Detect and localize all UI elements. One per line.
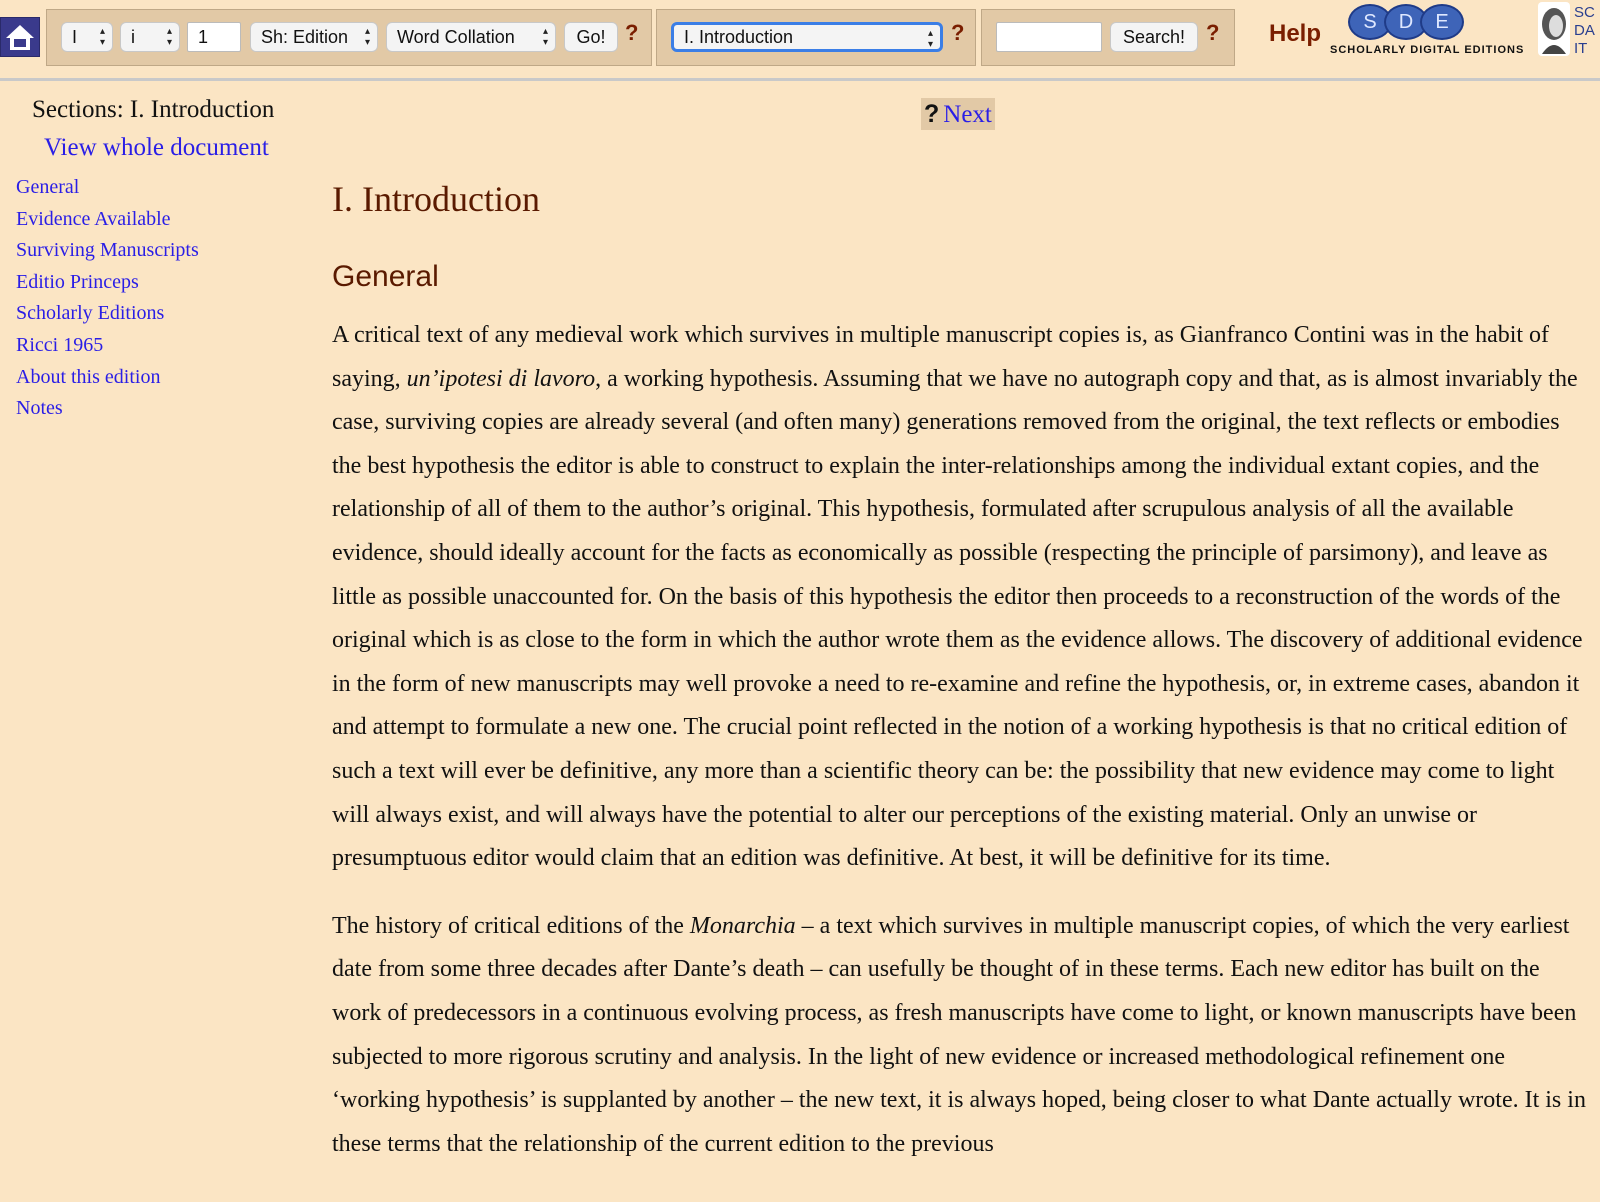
sidebar-nav (16, 172, 199, 425)
page-input[interactable]: 1 (187, 22, 241, 52)
go-button[interactable]: Go! (564, 22, 618, 52)
section-help-icon[interactable]: ? (951, 20, 965, 45)
search-help-icon[interactable]: ? (1206, 20, 1220, 45)
section-group (656, 9, 976, 66)
crest-text-line: DA (1574, 22, 1595, 39)
crest-text-line: SC (1574, 4, 1595, 21)
help-link[interactable]: Help (1269, 20, 1322, 47)
next-link[interactable]: Next (943, 101, 992, 128)
sde-letter: E (1420, 4, 1464, 40)
sidebar-item-editio-princeps[interactable]: Editio Princeps (16, 270, 139, 293)
search-button[interactable]: Search! (1110, 22, 1198, 52)
main-content (332, 166, 1592, 1166)
home-button[interactable] (0, 17, 40, 57)
view-whole-document-link[interactable]: View whole document (44, 134, 269, 161)
sidebar-item-general[interactable]: General (16, 176, 80, 198)
section-heading: General (332, 260, 439, 293)
mode-select[interactable]: Word Collation ▴ ▾ (386, 22, 556, 52)
paragraph-text: – a text which survives in multiple manuscript copies, of which the very earliest date from some three decades after Dante’s death – can usefully be thought of in these terms. Each new editor has built on the work of predecessors in a continuous evolving process, as fresh manuscripts have come to light, or known manuscripts have been subjected to more rigorous scrutiny and analysis. In the light of new evidence or increased methodological refinement one ‘working hypothesis’ is supplanted by another – the new text, it is always hoped, being closer to what Dante actually wrote. It is in these terms that the relationship of the current edition to the previous (332, 912, 1586, 1157)
crest-text-line: IT (1574, 40, 1588, 57)
navigation-group (46, 9, 652, 66)
sidebar-item-ricci-1965[interactable]: Ricci 1965 (16, 333, 104, 356)
sections-title: Sections: I. Introduction (32, 96, 275, 123)
paragraph-text: The history of critical editions of the (332, 912, 690, 939)
chapter-select[interactable]: i ▴ ▾ (120, 22, 180, 52)
sidebar-item-about-this-edition[interactable]: About this edition (16, 365, 161, 388)
sidebar-item-surviving-manuscripts[interactable]: Surviving Manuscripts (16, 239, 199, 262)
paragraph (332, 314, 1592, 881)
paragraph-text: A critical text of any medieval work which survives in multiple manuscript copies is, as Gianfranco Contini was in the habit of saying, (332, 322, 1550, 392)
next-help-icon[interactable]: ? (924, 100, 940, 128)
page-title: I. Introduction (332, 179, 540, 219)
paragraph (332, 905, 1592, 1167)
sidebar-item-evidence-available[interactable]: Evidence Available (16, 207, 171, 230)
crest-logo[interactable] (1538, 2, 1570, 56)
paragraph-emphasis: Monarchia (689, 912, 796, 939)
sde-letter: D (1384, 4, 1428, 40)
sde-letter: S (1348, 4, 1392, 40)
sde-caption: SCHOLARLY DIGITAL EDITIONS (1330, 44, 1525, 56)
book-select[interactable]: I ▴ ▾ (61, 22, 113, 52)
search-group (981, 9, 1235, 66)
section-select[interactable]: I. Introduction ▴ ▾ (671, 22, 943, 52)
crest-text (1574, 4, 1600, 58)
home-icon (1, 18, 39, 56)
navigation-help-icon[interactable]: ? (625, 20, 639, 45)
sidebar-item-notes[interactable]: Notes (16, 397, 63, 420)
view-select[interactable]: Sh: Edition ▴ ▾ (250, 22, 378, 52)
search-input[interactable] (996, 22, 1102, 52)
paragraph-emphasis: un’ipotesi di lavoro (406, 365, 596, 392)
next-navigation (921, 98, 995, 130)
paragraph-text: , a working hypothesis. Assuming that we have no autograph copy and that, as is almost invariably the case, surviving copies are already several (and often many) generations removed from the original, the text reflects or embodies the best hypothesis the editor is able to construct to explain the inter-relationships among the individual extant copies, and the relationship of all of them to the author’s original. This hypothesis, formulated after scrupulous analysis of all the available evidence, should ideally account for the facts as economically as possible (respecting the principle of parsimony), and leave as little as possible unaccounted for. On the basis of this hypothesis the editor then proceeds to a reconstruction of the words of the original which is as close to the form in which the author wrote them as the evidence allows. The discovery of additional evidence in the form of new manuscripts may well provoke a need to re-examine and refine the hypothesis, or, in extreme cases, abandon it and attempt to formulate a new one. The crucial point reflected in the notion of a working hypothesis is that no critical edition of such a text will ever be definitive, any more than a scientific theory can be: the possibility that new evidence may come to light will always exist, and will always have the potential to alter our perceptions of the existing material. Only an unwise or presumptuous editor would claim that an edition was definitive. At best, it will be definitive for its time. (332, 365, 1583, 872)
sde-logo[interactable] (1330, 2, 1530, 62)
toolbar (0, 0, 1600, 81)
dante-portrait-icon (1538, 2, 1570, 56)
sidebar-item-scholarly-editions[interactable]: Scholarly Editions (16, 302, 165, 325)
